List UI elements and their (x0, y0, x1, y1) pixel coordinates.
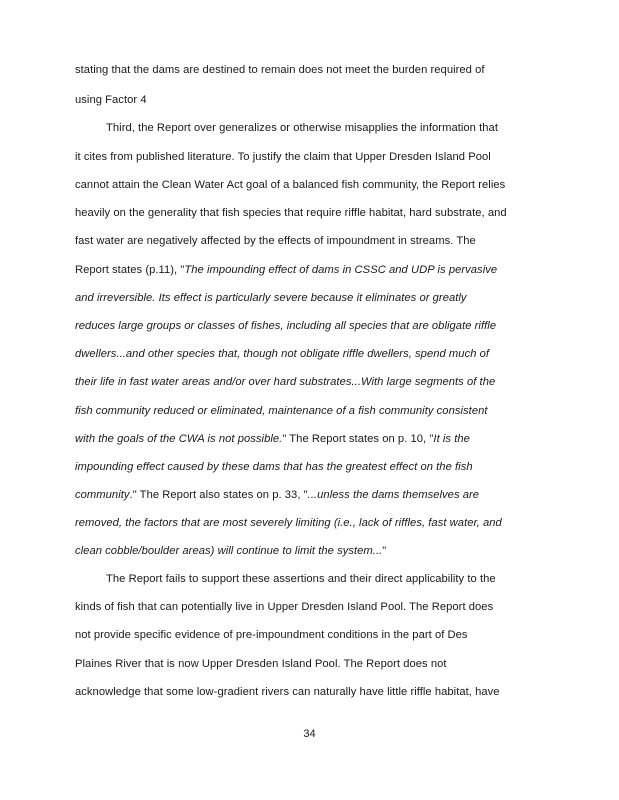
body-text: not provide specific evidence of pre-impoundment conditions in the part of Des (75, 629, 468, 641)
quoted-text: impounding effect caused by these dams that has the greatest effect on the fish (75, 461, 473, 473)
body-text: heavily on the generality that fish species that require riffle habitat, hard substrate, and (75, 207, 507, 219)
body-text: Third, the Report over generalizes or otherwise misapplies the information that (106, 122, 498, 134)
text-line (75, 375, 495, 389)
body-text: cannot attain the Clean Water Act goal of a balanced fish community, the Report relies (75, 179, 506, 191)
quoted-text: dwellers...and other species that, though not obligate riffle dwellers, spend much of (75, 348, 490, 360)
text-line (75, 63, 485, 77)
body-text: " (382, 545, 387, 557)
page-number: 34 (303, 728, 316, 740)
text-line (75, 600, 493, 614)
quoted-text: their life in fast water areas and/or over hard substrates...With large segments of the (75, 376, 496, 388)
text-line (75, 93, 147, 107)
body-text: it cites from published literature. To justify the claim that Upper Dresden Island Pool (75, 151, 491, 163)
text-line (75, 319, 496, 333)
text-line (75, 432, 470, 446)
body-text: ." The Report also states on p. 33, " (129, 489, 308, 501)
body-text: Report states (p.11), " (75, 264, 185, 276)
body-text: kinds of fish that can potentially live in Upper Dresden Island Pool. The Report does (75, 601, 494, 613)
body-text: using Factor 4 (75, 94, 147, 106)
quoted-text: reduces large groups or classes of fishes, including all species that are obligate riffle (75, 320, 497, 332)
quoted-text: community (75, 489, 130, 501)
text-line (75, 206, 507, 220)
text-line (75, 291, 467, 305)
text-line (75, 628, 468, 642)
quoted-text: clean cobble/boulder areas) will continue to limit the system... (75, 545, 383, 557)
quoted-text: The impounding effect of dams in CSSC and UDP is pervasive (184, 264, 498, 276)
body-text: fast water are negatively affected by the effects of impoundment in streams. The (75, 235, 476, 247)
text-line (75, 263, 497, 277)
text-line (75, 178, 505, 192)
text-line (106, 121, 498, 135)
text-line (106, 572, 496, 586)
text-line (75, 544, 386, 558)
body-text: acknowledge that some low-gradient rivers can naturally have little riffle habitat, have (75, 686, 500, 698)
quoted-text: and irreversible. Its effect is particularly severe because it eliminates or greatly (75, 292, 467, 304)
quoted-text: It is the (433, 433, 470, 445)
quoted-text: ...unless the dams themselves are (307, 489, 480, 501)
body-text: " The Report states on p. 10, " (282, 433, 434, 445)
text-line (75, 460, 473, 474)
quoted-text: with the goals of the CWA is not possible. (75, 433, 283, 445)
text-line (75, 488, 479, 502)
text-line (75, 657, 447, 671)
text-line (75, 516, 502, 530)
quoted-text: fish community reduced or eliminated, maintenance of a fish community consistent (75, 405, 488, 417)
text-line (75, 150, 491, 164)
quoted-text: removed, the factors that are most severely limiting (i.e., lack of riffles, fast water, and (75, 517, 502, 529)
text-line (75, 404, 488, 418)
text-line (75, 347, 489, 361)
text-line (75, 234, 476, 248)
text-line (75, 685, 500, 699)
body-text: Plaines River that is now Upper Dresden Island Pool. The Report does not (75, 658, 447, 670)
body-text: stating that the dams are destined to remain does not meet the burden required of (75, 64, 485, 76)
body-text: The Report fails to support these assertions and their direct applicability to the (106, 573, 496, 585)
